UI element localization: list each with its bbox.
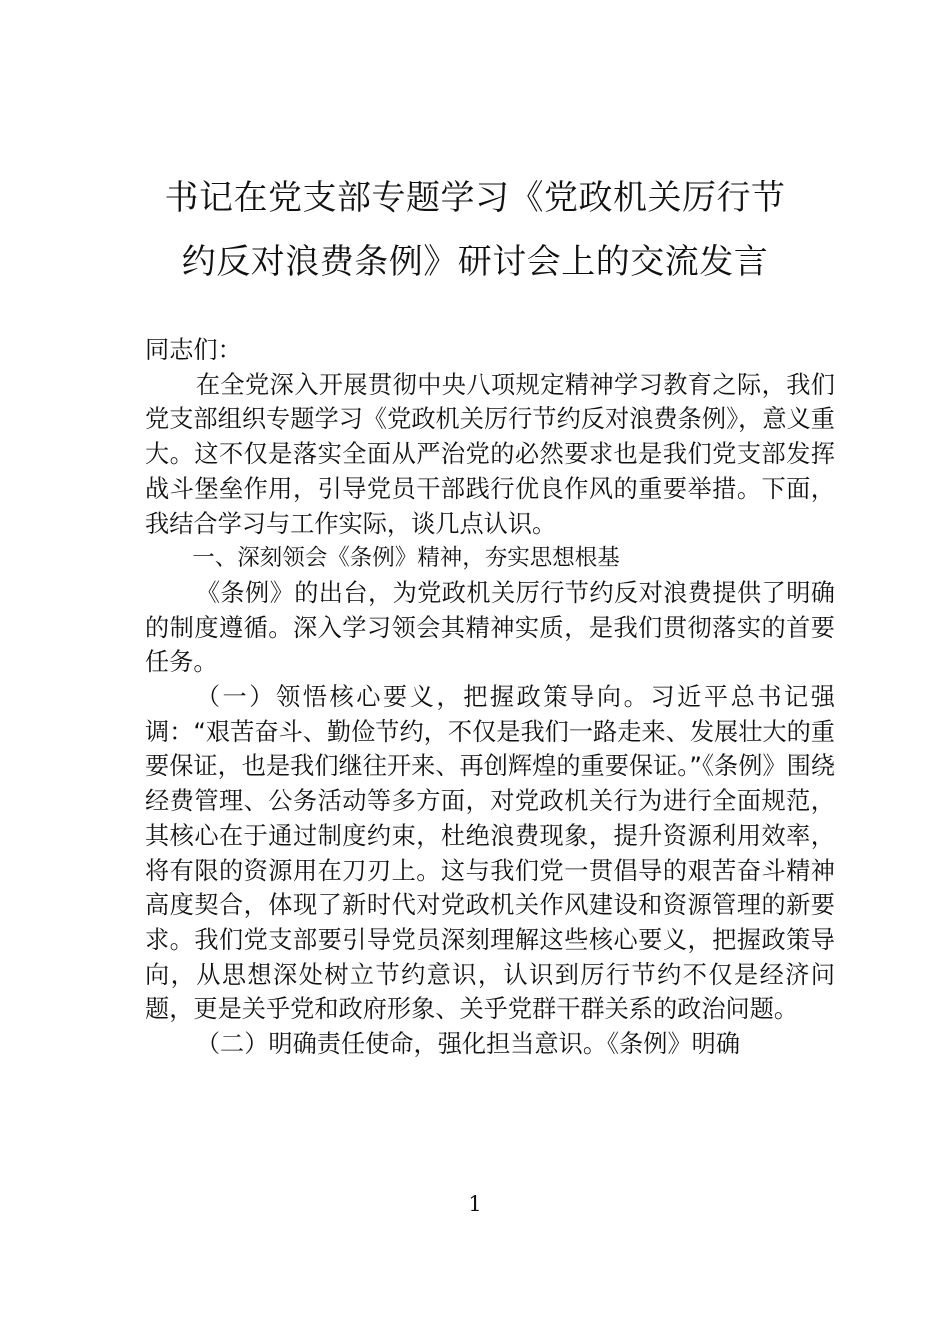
intro-paragraph: 在全党深入开展贯彻中央八项规定精神学习教育之际，我们党支部组织专题学习《党政机关厉行节约反对浪费条例》，意义重大。这不仅是落实全面从严治党的必然要求也是我们党支部发挥战斗堡垒作用，引导党员干部践行优良作风的重要举措。下面，我结合学习与工作实际，谈几点认识。 bbox=[145, 370, 835, 538]
section-1-paragraph: 《条例》的出台，为党政机关厉行节约反对浪费提供了明确的制度遵循。深入学习领会其精神实质，是我们贯彻落实的首要任务。 bbox=[145, 578, 835, 677]
subsection-1-paragraph: （一）领悟核心要义，把握政策导向。习近平总书记强调：“艰苦奋斗、勤俭节约，不仅是我们一路走来、发展壮大的重要保证，也是我们继往开来、再创辉煌的重要保证。”《条例》围绕经费管理、公务活动等多方面，对党政机关行为进行全面规范，其核心在于通过制度约束，杜绝浪费现象，提升资源利用效率，将有限的资源用在刀刃上。这与我们党一贯倡导的艰苦奋斗精神高度契合，体现了新时代对党政机关作风建设和资源管理的新要求。我们党支部要引导党员深刻理解这些核心要义，把握政策导向，从思想深处树立节约意识，认识到厉行节约不仅是经济问题，更是关乎党和政府形象、关乎党群干群关系的政治问题。 bbox=[145, 683, 835, 1024]
title-line-1: 书记在党支部专题学习《党政机关厉行节 bbox=[164, 178, 786, 218]
page-number: 1 bbox=[468, 1192, 482, 1216]
title-line-2: 约反对浪费条例》研讨会上的交流发言 bbox=[181, 242, 769, 282]
salutation: 同志们： bbox=[145, 336, 242, 364]
section-heading-1: 一、深刻领会《条例》精神，夯实思想根基 bbox=[192, 545, 620, 572]
subsection-2-paragraph: （二）明确责任使命，强化担当意识。《条例》明确 bbox=[195, 1030, 741, 1059]
document-title bbox=[100, 166, 850, 294]
document-body bbox=[145, 333, 835, 1062]
